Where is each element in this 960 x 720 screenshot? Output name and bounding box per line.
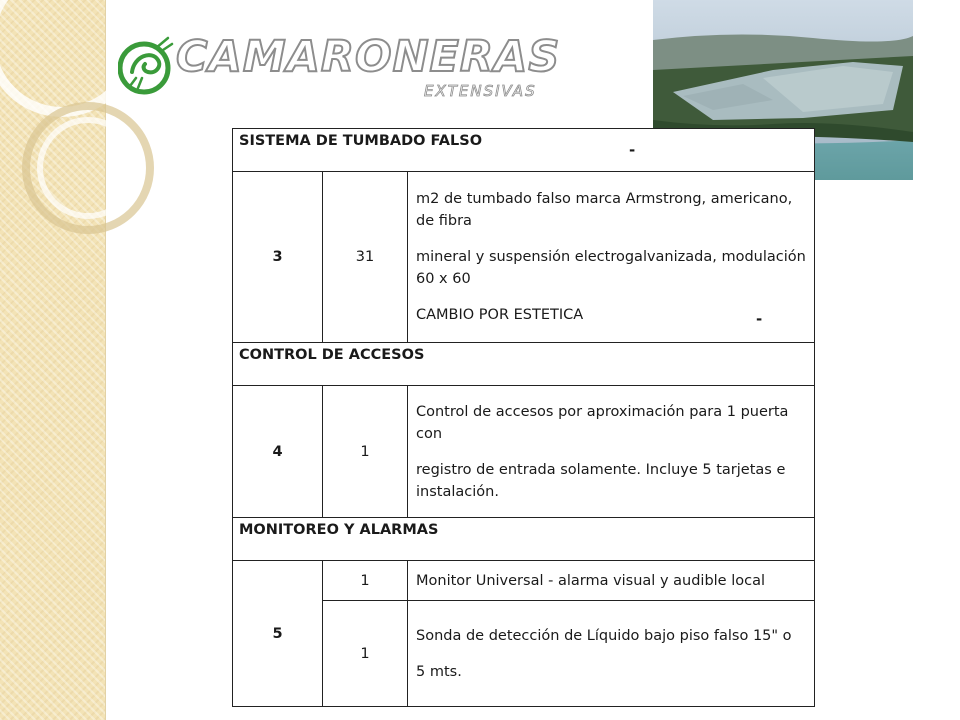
section-header-row [233,518,815,561]
item-description [408,386,815,518]
description-line: m2 de tumbado falso marca Armstrong, americano, de fibra [416,191,793,229]
item-quantity: 1 [323,386,408,518]
logo-main-text: CAMARONERAS [176,32,561,82]
section-header-row [233,343,815,386]
table-row [233,172,815,343]
item-number: 3 [233,172,323,343]
item-description [408,601,815,707]
description-line: registro de entrada solamente. Incluye 5 tarjetas e instalación. [416,461,786,500]
section-title-control [233,343,815,386]
dash-mark: - [756,310,763,328]
section-title-text: CONTROL DE ACCESOS [239,347,425,363]
description-line: Sonda de detección de Líquido bajo piso falso 15" o [416,627,792,644]
item-number: 5 [233,561,323,707]
company-logo [118,28,578,108]
description-line: Control de accesos por aproximación para 1 puerta con [416,403,789,442]
specification-table-wrapper [232,128,815,707]
description-line: 5 mts. [416,663,462,680]
item-quantity: 1 [323,601,408,707]
table-row [233,561,815,601]
shrimp-icon [118,34,174,98]
dash-mark: - [629,141,636,159]
section-title-tumbado [233,129,815,172]
specification-table [232,128,815,707]
section-header-row [233,129,815,172]
section-title-monitoreo [233,518,815,561]
item-number: 4 [233,386,323,518]
item-description [408,561,815,601]
section-title-text: SISTEMA DE TUMBADO FALSO [239,133,483,149]
decorative-side-stripe [0,0,106,720]
table-row [233,386,815,518]
description-line: CAMBIO POR ESTETICA [416,307,584,323]
section-title-text: MONITOREO Y ALARMAS [239,522,439,538]
description-line: Monitor Universal - alarma visual y audible local [416,572,765,589]
item-description [408,172,815,343]
item-quantity: 1 [323,561,408,601]
description-line: mineral y suspensión electrogalvanizada, modulación 60 x 60 [416,249,806,287]
item-quantity: 31 [323,172,408,343]
logo-sub-text: EXTENSIVAS [424,82,537,100]
